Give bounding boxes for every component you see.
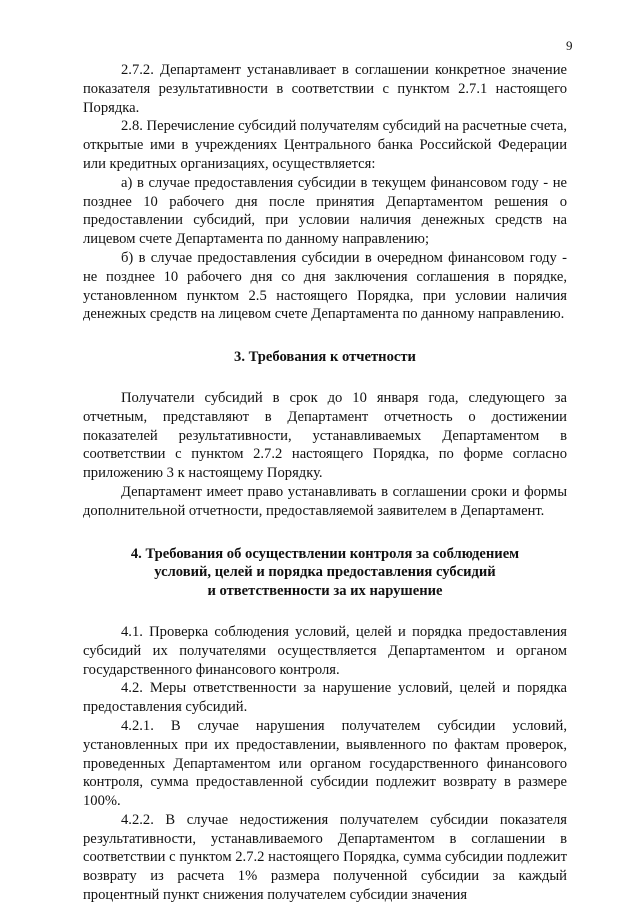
paragraph-4-2-2: 4.2.2. В случае недостижения получателем субсидии показателя результативности, устанавливаемого Департаментом в соглашении в соответствии с пунктом 2.7.2 настоящего Порядка, сумма субсидии подлежит возврату из расчета 1% размера полученной субсидии за каждый процентный пункт снижения получателем субсидии значения [83,811,567,904]
paragraph-4-2-1: 4.2.1. В случае нарушения получателем субсидии условий, установленных при их предоставлении, выявленного по фактам проверок, проведенных Департаментом или органом государственного финансового контроля, сумма предоставленной субсидии подлежит возврату в размере 100%. [83,717,567,810]
section-4-heading-line: условий, целей и порядка предоставления субсидий [154,564,496,581]
document-body [83,61,567,905]
paragraph-2-8-b: б) в случае предоставления субсидии в очередном финансовом году - не позднее 10 рабочего дня со дня заключения соглашения в порядке, установленном пунктом 2.5 настоящего Порядка, при условии наличия денежных средств на лицевом счете Департамента по данному направлению. [83,249,567,323]
paragraph-4-2: 4.2. Меры ответственности за нарушение условий, целей и порядка предоставления субсидий. [83,680,567,716]
paragraph-2-7-2: 2.7.2. Департамент устанавливает в соглашении конкретное значение показателя результативности в соответствии с пунктом 2.7.1 настоящего Порядка. [83,62,567,116]
page-number: 9 [566,38,573,53]
paragraph-3-additional-reporting: Департамент имеет право устанавливать в соглашении сроки и формы дополнительной отчетности, предоставляемой заявителем в Департамент. [83,483,567,519]
section-3-heading: 3. Требования к отчетности [234,349,416,366]
paragraph-4-1: 4.1. Проверка соблюдения условий, целей и порядка предоставления субсидий их получателями осуществляется Департаментом и органом государственного финансового контроля. [83,623,567,678]
section-4-heading-line: и ответственности за их нарушение [207,583,443,600]
section-4-heading [83,545,567,601]
paragraph-2-8: 2.8. Перечисление субсидий получателям субсидий на расчетные счета, открытые ими в учреждениях Центрального банка Российской Федерации или кредитных организациях, осуществляется: [83,118,567,172]
paragraph-2-8-a: а) в случае предоставления субсидии в текущем финансовом году - не позднее 10 рабочего дня после принятия Департаментом решения о предоставлении субсидий, при условии наличия денежных средств на лицевом счете Департамента по данному направлению; [83,174,567,248]
section-4-heading-line: 4. Требования об осуществлении контроля за соблюдением [130,545,520,562]
paragraph-3-reporting: Получатели субсидий в срок до 10 января года, следующего за отчетным, представляют в Департамент отчетность о достижении показателей результативности, устанавливаемых Департаментом в соответствии с пунктом 2.7.2 настоящего Порядка, по форме согласно приложению 3 к настоящему Порядку. [83,389,567,482]
